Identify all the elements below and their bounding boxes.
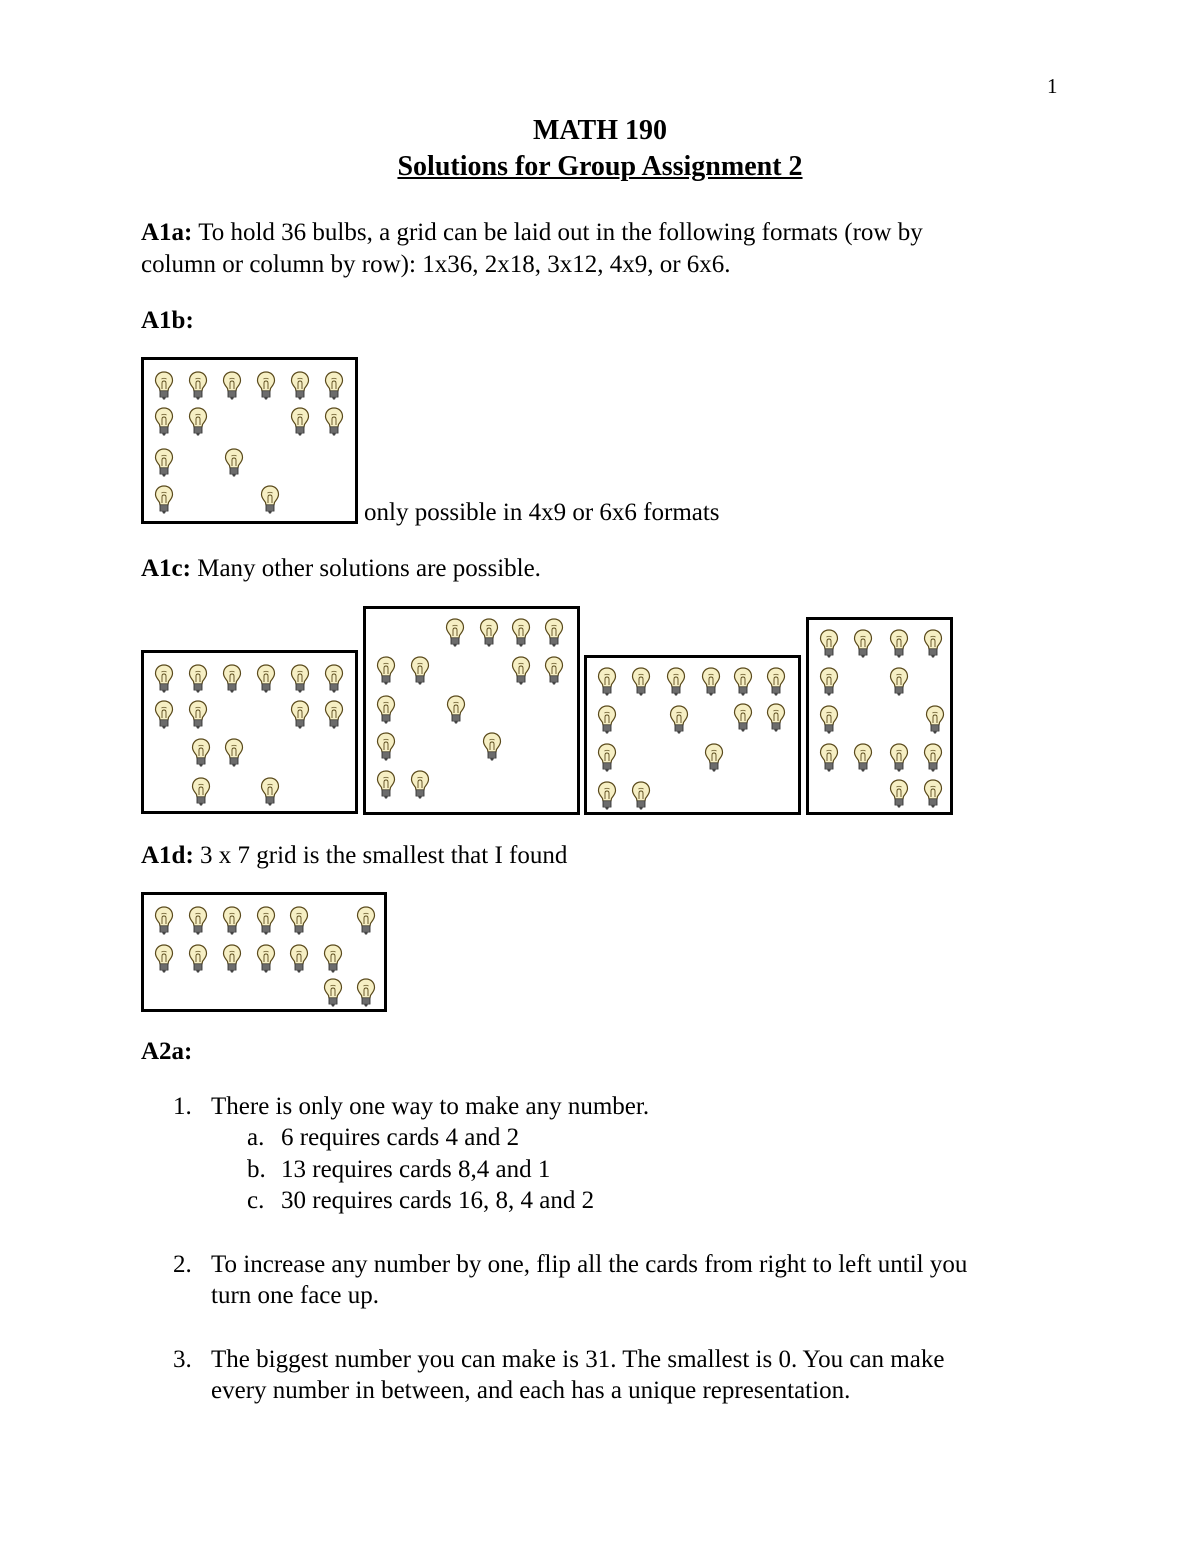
- lightbulb-icon: [256, 664, 276, 694]
- lightbulb-icon: [154, 906, 174, 936]
- lightbulb-icon: [260, 485, 280, 515]
- lightbulb-icon: [289, 906, 309, 936]
- lightbulb-icon: [289, 944, 309, 974]
- a1b-caption: only possible in 4x9 or 6x6 formats: [364, 499, 720, 526]
- lightbulb-icon: [256, 371, 276, 401]
- lightbulb-icon: [482, 732, 502, 762]
- lightbulb-icon: [154, 664, 174, 694]
- lightbulb-icon: [290, 407, 310, 437]
- lightbulb-icon: [188, 371, 208, 401]
- lightbulb-icon: [191, 777, 211, 807]
- lightbulb-icon: [704, 743, 724, 773]
- lightbulb-icon: [511, 656, 531, 686]
- lightbulb-icon: [511, 618, 531, 648]
- lightbulb-icon: [889, 743, 909, 773]
- lightbulb-icon: [191, 738, 211, 768]
- subitem-c-text: 30 requires cards 16, 8, 4 and 2: [281, 1187, 595, 1214]
- a1c-grid-box-4: [806, 617, 953, 815]
- lightbulb-icon: [323, 978, 343, 1008]
- lightbulb-icon: [597, 705, 617, 735]
- lightbulb-icon: [154, 407, 174, 437]
- a1d-label: A1d:: [141, 842, 194, 869]
- a1c-line: [141, 553, 541, 584]
- a1d-text: 3 x 7 grid is the smallest that I found: [200, 842, 568, 869]
- a1a-label: A1a:: [141, 219, 193, 246]
- lightbulb-icon: [597, 781, 617, 811]
- lightbulb-icon: [222, 371, 242, 401]
- lightbulb-icon: [819, 629, 839, 659]
- lightbulb-icon: [819, 705, 839, 735]
- lightbulb-icon: [256, 944, 276, 974]
- lightbulb-icon: [260, 777, 280, 807]
- a2a-label: [141, 1036, 192, 1067]
- a1b-label-text: A1b:: [141, 307, 194, 334]
- lightbulb-icon: [631, 781, 651, 811]
- lightbulb-icon: [733, 667, 753, 697]
- lightbulb-icon: [766, 703, 786, 733]
- lightbulb-icon: [290, 371, 310, 401]
- lightbulb-icon: [923, 629, 943, 659]
- list-item-1-number: 1.: [173, 1093, 192, 1120]
- lightbulb-icon: [222, 944, 242, 974]
- lightbulb-icon: [188, 700, 208, 730]
- lightbulb-icon: [222, 664, 242, 694]
- lightbulb-icon: [290, 664, 310, 694]
- lightbulb-icon: [889, 629, 909, 659]
- lightbulb-icon: [446, 695, 466, 725]
- lightbulb-icon: [154, 485, 174, 515]
- subitem-b-letter: b.: [247, 1156, 266, 1183]
- list-item-2-number: 2.: [173, 1251, 192, 1278]
- subitem-c-letter: c.: [247, 1187, 265, 1214]
- a1c-grid-box-1: [141, 650, 358, 814]
- lightbulb-icon: [356, 906, 376, 936]
- list-item-2-text-cont: turn one face up.: [211, 1282, 379, 1309]
- list-item-1-text: There is only one way to make any number.: [211, 1093, 650, 1120]
- lightbulb-icon: [631, 667, 651, 697]
- course-title: MATH 190: [532, 115, 668, 146]
- lightbulb-icon: [666, 667, 686, 697]
- lightbulb-icon: [323, 944, 343, 974]
- a1a-text-cont: column or column by row): 1x36, 2x18, 3x12, 4x9, or 6x6.: [141, 251, 731, 278]
- a1a-text: To hold 36 bulbs, a grid can be laid out in the following formats (row by: [198, 219, 923, 246]
- subitem-b-text: 13 requires cards 8,4 and 1: [281, 1156, 551, 1183]
- lightbulb-icon: [154, 700, 174, 730]
- lightbulb-icon: [324, 371, 344, 401]
- a1d-grid-box: [141, 892, 387, 1012]
- lightbulb-icon: [356, 978, 376, 1008]
- lightbulb-icon: [925, 705, 945, 735]
- lightbulb-icon: [889, 667, 909, 697]
- lightbulb-icon: [479, 618, 499, 648]
- page-number: 1: [1047, 74, 1058, 98]
- subitem-a-letter: a.: [247, 1124, 265, 1151]
- lightbulb-icon: [923, 743, 943, 773]
- subitem-a-text: 6 requires cards 4 and 2: [281, 1124, 520, 1151]
- lightbulb-icon: [445, 618, 465, 648]
- lightbulb-icon: [410, 770, 430, 800]
- lightbulb-icon: [669, 705, 689, 735]
- lightbulb-icon: [923, 779, 943, 809]
- lightbulb-icon: [597, 743, 617, 773]
- a1b-label: [141, 305, 194, 336]
- lightbulb-icon: [819, 667, 839, 697]
- lightbulb-icon: [853, 629, 873, 659]
- a1c-grid-box-3: [584, 655, 801, 815]
- lightbulb-icon: [544, 618, 564, 648]
- lightbulb-icon: [376, 732, 396, 762]
- lightbulb-icon: [224, 738, 244, 768]
- a1a-line1: [141, 217, 923, 248]
- list-item-3-text-cont: every number in between, and each has a unique representation.: [211, 1377, 851, 1404]
- lightbulb-icon: [324, 407, 344, 437]
- list-item-3-number: 3.: [173, 1346, 192, 1373]
- lightbulb-icon: [376, 770, 396, 800]
- lightbulb-icon: [853, 743, 873, 773]
- list-item-3-text: The biggest number you can make is 31. The smallest is 0. You can make: [211, 1346, 945, 1373]
- a1b-grid-box: [141, 357, 358, 524]
- lightbulb-icon: [188, 944, 208, 974]
- a1c-label: A1c:: [141, 555, 191, 582]
- lightbulb-icon: [222, 906, 242, 936]
- a1c-grid-box-2: [363, 606, 580, 815]
- lightbulb-icon: [256, 906, 276, 936]
- lightbulb-icon: [224, 448, 244, 478]
- lightbulb-icon: [733, 703, 753, 733]
- lightbulb-icon: [766, 667, 786, 697]
- lightbulb-icon: [544, 656, 564, 686]
- lightbulb-icon: [410, 656, 430, 686]
- lightbulb-icon: [154, 944, 174, 974]
- lightbulb-icon: [290, 700, 310, 730]
- lightbulb-icon: [376, 695, 396, 725]
- lightbulb-icon: [324, 700, 344, 730]
- lightbulb-icon: [154, 448, 174, 478]
- lightbulb-icon: [376, 656, 396, 686]
- lightbulb-icon: [597, 667, 617, 697]
- list-item-2-text: To increase any number by one, flip all the cards from right to left until you: [211, 1251, 968, 1278]
- lightbulb-icon: [188, 407, 208, 437]
- document-title: Solutions for Group Assignment 2: [397, 151, 803, 182]
- lightbulb-icon: [819, 743, 839, 773]
- lightbulb-icon: [154, 371, 174, 401]
- a1d-line: [141, 840, 567, 871]
- lightbulb-icon: [188, 906, 208, 936]
- lightbulb-icon: [188, 664, 208, 694]
- a1c-text: Many other solutions are possible.: [197, 555, 541, 582]
- lightbulb-icon: [701, 667, 721, 697]
- a2a-label-text: A2a:: [141, 1038, 193, 1065]
- lightbulb-icon: [324, 664, 344, 694]
- lightbulb-icon: [889, 779, 909, 809]
